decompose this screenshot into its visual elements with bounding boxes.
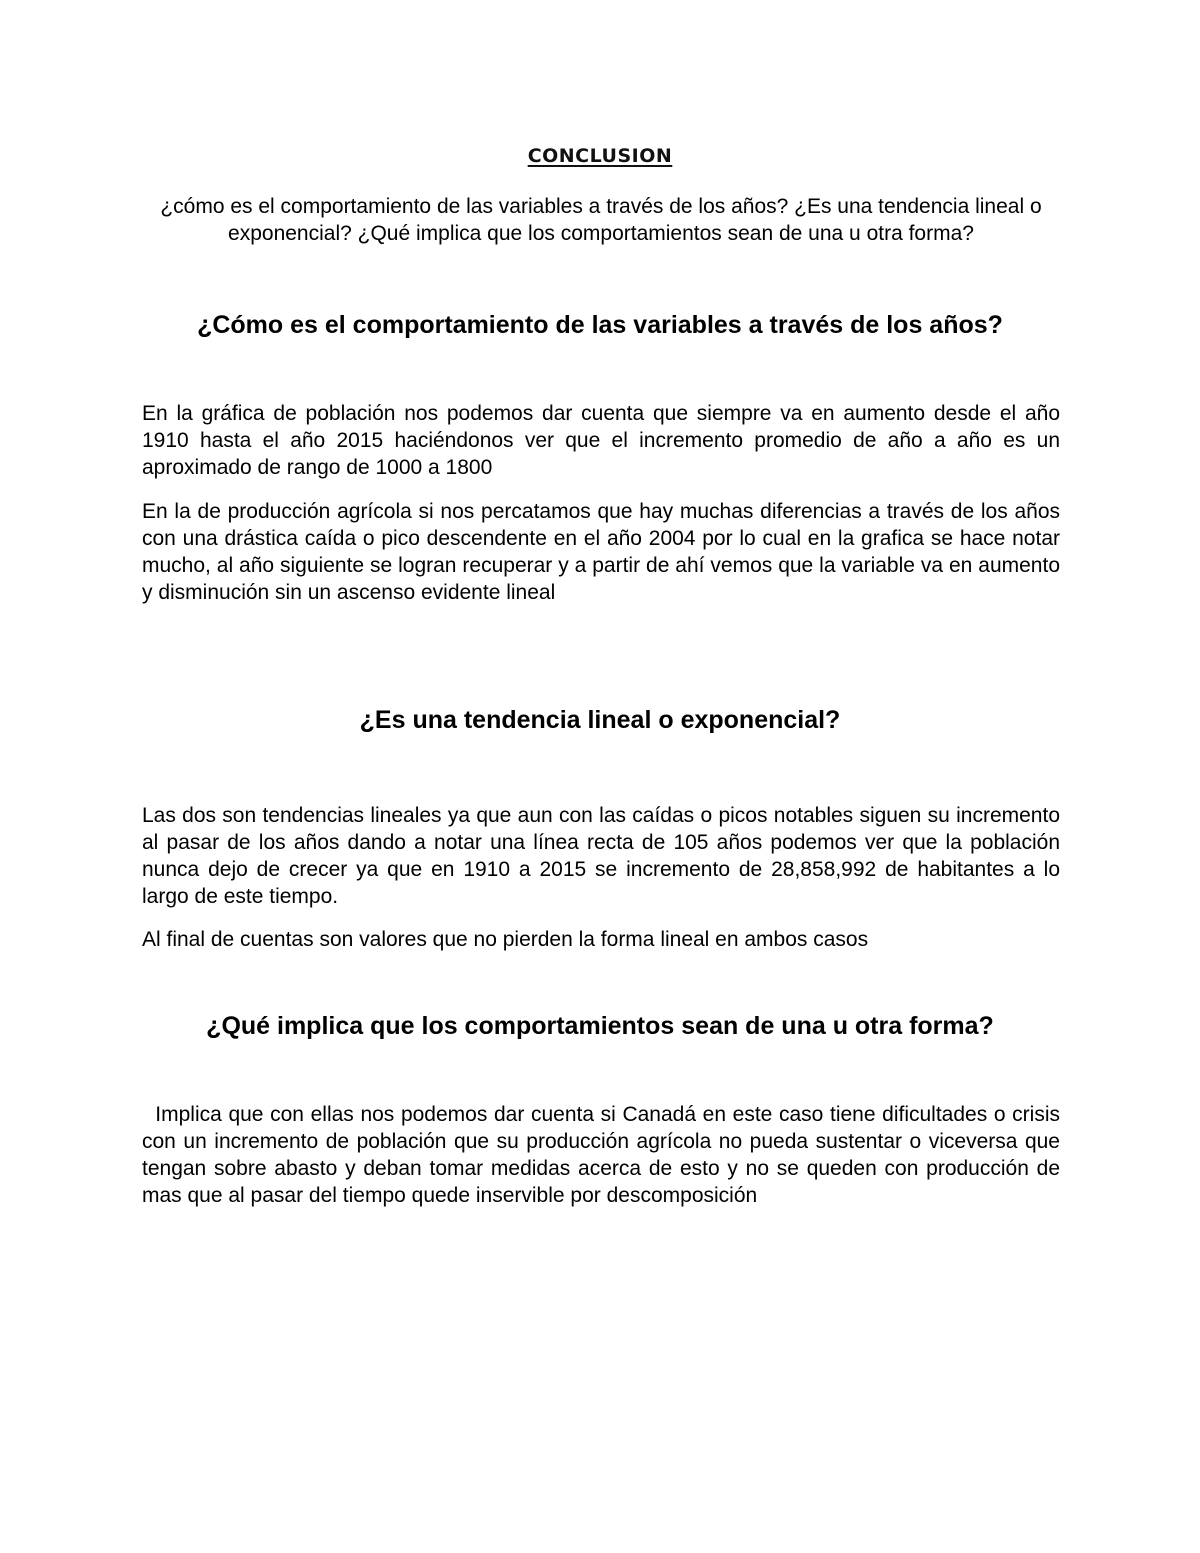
document-title: CONCLUSION xyxy=(527,145,673,167)
paragraph-implications xyxy=(142,1101,1060,1209)
section-heading-behavior: ¿Cómo es el comportamiento de las variables a través de los años? xyxy=(197,311,1003,339)
paragraph-linear-conclusion: Al final de cuentas son valores que no pierden la forma lineal en ambos casos xyxy=(142,928,869,951)
section-heading-implications: ¿Qué implica que los comportamientos sean de una u otra forma? xyxy=(206,1012,994,1040)
paragraph-population: En la gráfica de población nos podemos dar cuenta que siempre va en aumento desde el año 1910 hasta el año 2015 haciéndonos ver que el incremento promedio de año a año es un aproximado de rango de 1000 a 1800 xyxy=(142,402,1060,479)
intro-questions: ¿cómo es el comportamiento de las variables a través de los años? ¿Es una tendencia lineal o exponencial? ¿Qué implica que los comportamientos sean de una u otra forma? xyxy=(160,195,1042,245)
paragraph-implications-text: Implica que con ellas nos podemos dar cuenta si Canadá en este caso tiene dificultades o crisis con un incremento de población que su producción agrícola no pueda sustentar o viceversa que tengan sobre abasto y deban tomar medidas acerca de esto y no se queden con producción de mas que al pasar del tiempo quede inservible por descomposición xyxy=(142,1103,1060,1207)
section-heading-trend: ¿Es una tendencia lineal o exponencial? xyxy=(359,706,841,734)
paragraph-indent xyxy=(142,1103,155,1126)
paragraph-linear-trends: Las dos son tendencias lineales ya que aun con las caídas o picos notables siguen su incremento al pasar de los años dando a notar una línea recta de 105 años podemos ver que la población nunca dejo de crecer ya que en 1910 a 2015 se incremento de 28,858,992 de habitantes a lo largo de este tiempo. xyxy=(142,804,1060,908)
paragraph-agriculture: En la de producción agrícola si nos percatamos que hay muchas diferencias a través de los años con una drástica caída o pico descendente en el año 2004 por lo cual en la grafica se hace notar mucho, al año siguiente se logran recuperar y a partir de ahí vemos que la variable va en aumento y disminución sin un ascenso evidente lineal xyxy=(142,500,1060,604)
